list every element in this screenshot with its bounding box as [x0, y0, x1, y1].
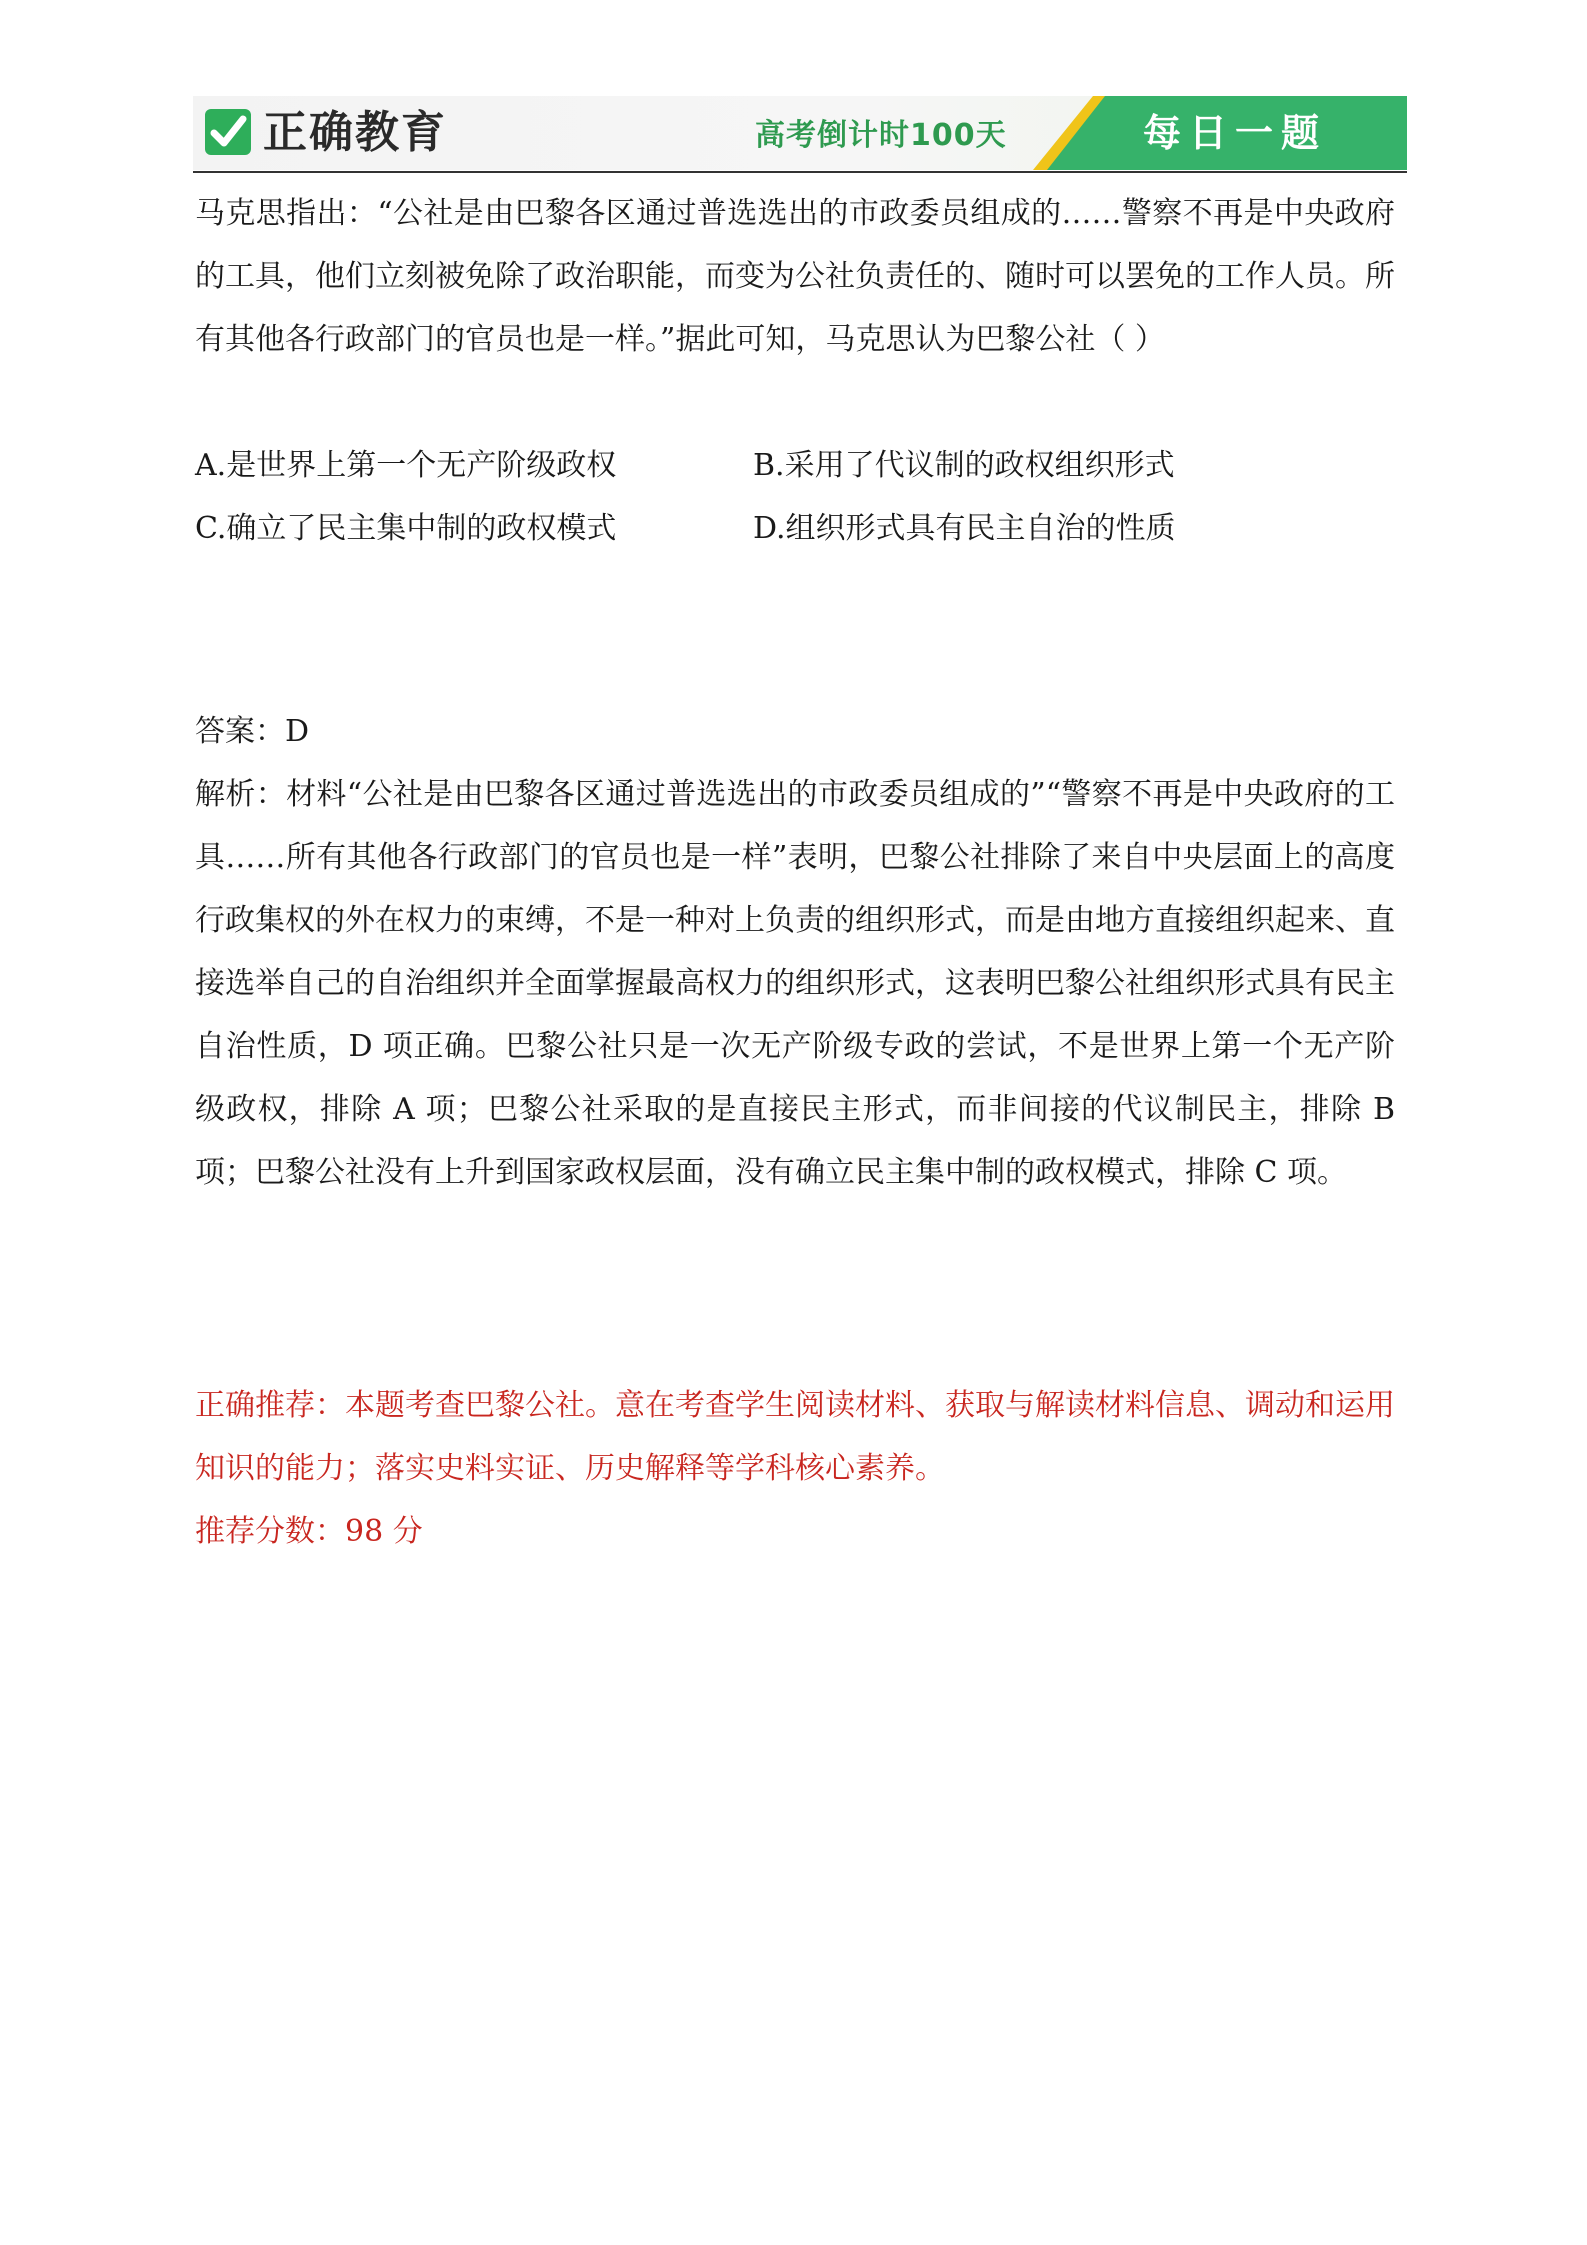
header-banner: [193, 96, 1407, 170]
countdown-label: 高考倒计时100天: [755, 118, 1007, 153]
option-d: D.组织形式具有民主自治的性质: [753, 511, 1176, 546]
options-grid: [195, 434, 1395, 560]
option-a: A.是世界上第一个无产阶级政权: [195, 448, 617, 483]
check-icon: [205, 109, 251, 155]
options-row: [195, 434, 1395, 497]
answer-label: 答案：D: [195, 714, 310, 749]
answer-analysis: 解析：材料“公社是由巴黎各区通过普选选出的市政委员组成的”“警察不再是中央政府的工具……所有其他各行政部门的官员也是一样”表明，巴黎公社排除了来自中央层面上的高度行政集权的外在权力的束缚，不是一种对上负责的组织形式，而是由地方直接组织起来、直接选举自己的自治组织并全面掌握最高权力的组织形式，这表明巴黎公社组织形式具有民主自治性质，D 项正确。巴黎公社只是一次无产阶级专政的尝试，不是世界上第一个无产阶级政权，排除 A 项；巴黎公社采取的是直接民主形式，而非间接的代议制民主，排除 B 项；巴黎公社没有上升到国家政权层面，没有确立民主集中制的政权模式，排除 C 项。: [195, 777, 1395, 1190]
header-divider: [193, 171, 1407, 173]
daily-question-label: 每日一题: [1143, 111, 1328, 155]
question-stem: 马克思指出：“公社是由巴黎各区通过普选选出的市政委员组成的……警察不再是中央政府的工具，他们立刻被免除了政治职能，而变为公社负责任的、随时可以罢免的工作人员。所有其他各行政部门的官员也是一样。”据此可知，马克思认为巴黎公社（ ）: [195, 196, 1395, 357]
answer-section: [195, 700, 1395, 1204]
recommendation-text: 正确推荐：本题考查巴黎公社。意在考查学生阅读材料、获取与解读材料信息、调动和运用知识的能力；落实史料实证、历史解释等学科核心素养。: [195, 1388, 1395, 1486]
brand-name: 正确教育: [263, 107, 447, 158]
recommendation-score: 推荐分数：98 分: [195, 1514, 423, 1549]
question-section: [195, 182, 1395, 371]
options-row: [195, 497, 1395, 560]
recommendation-section: [195, 1374, 1395, 1563]
option-b: B.采用了代议制的政权组织形式: [753, 448, 1175, 483]
option-c: C.确立了民主集中制的政权模式: [195, 511, 617, 546]
